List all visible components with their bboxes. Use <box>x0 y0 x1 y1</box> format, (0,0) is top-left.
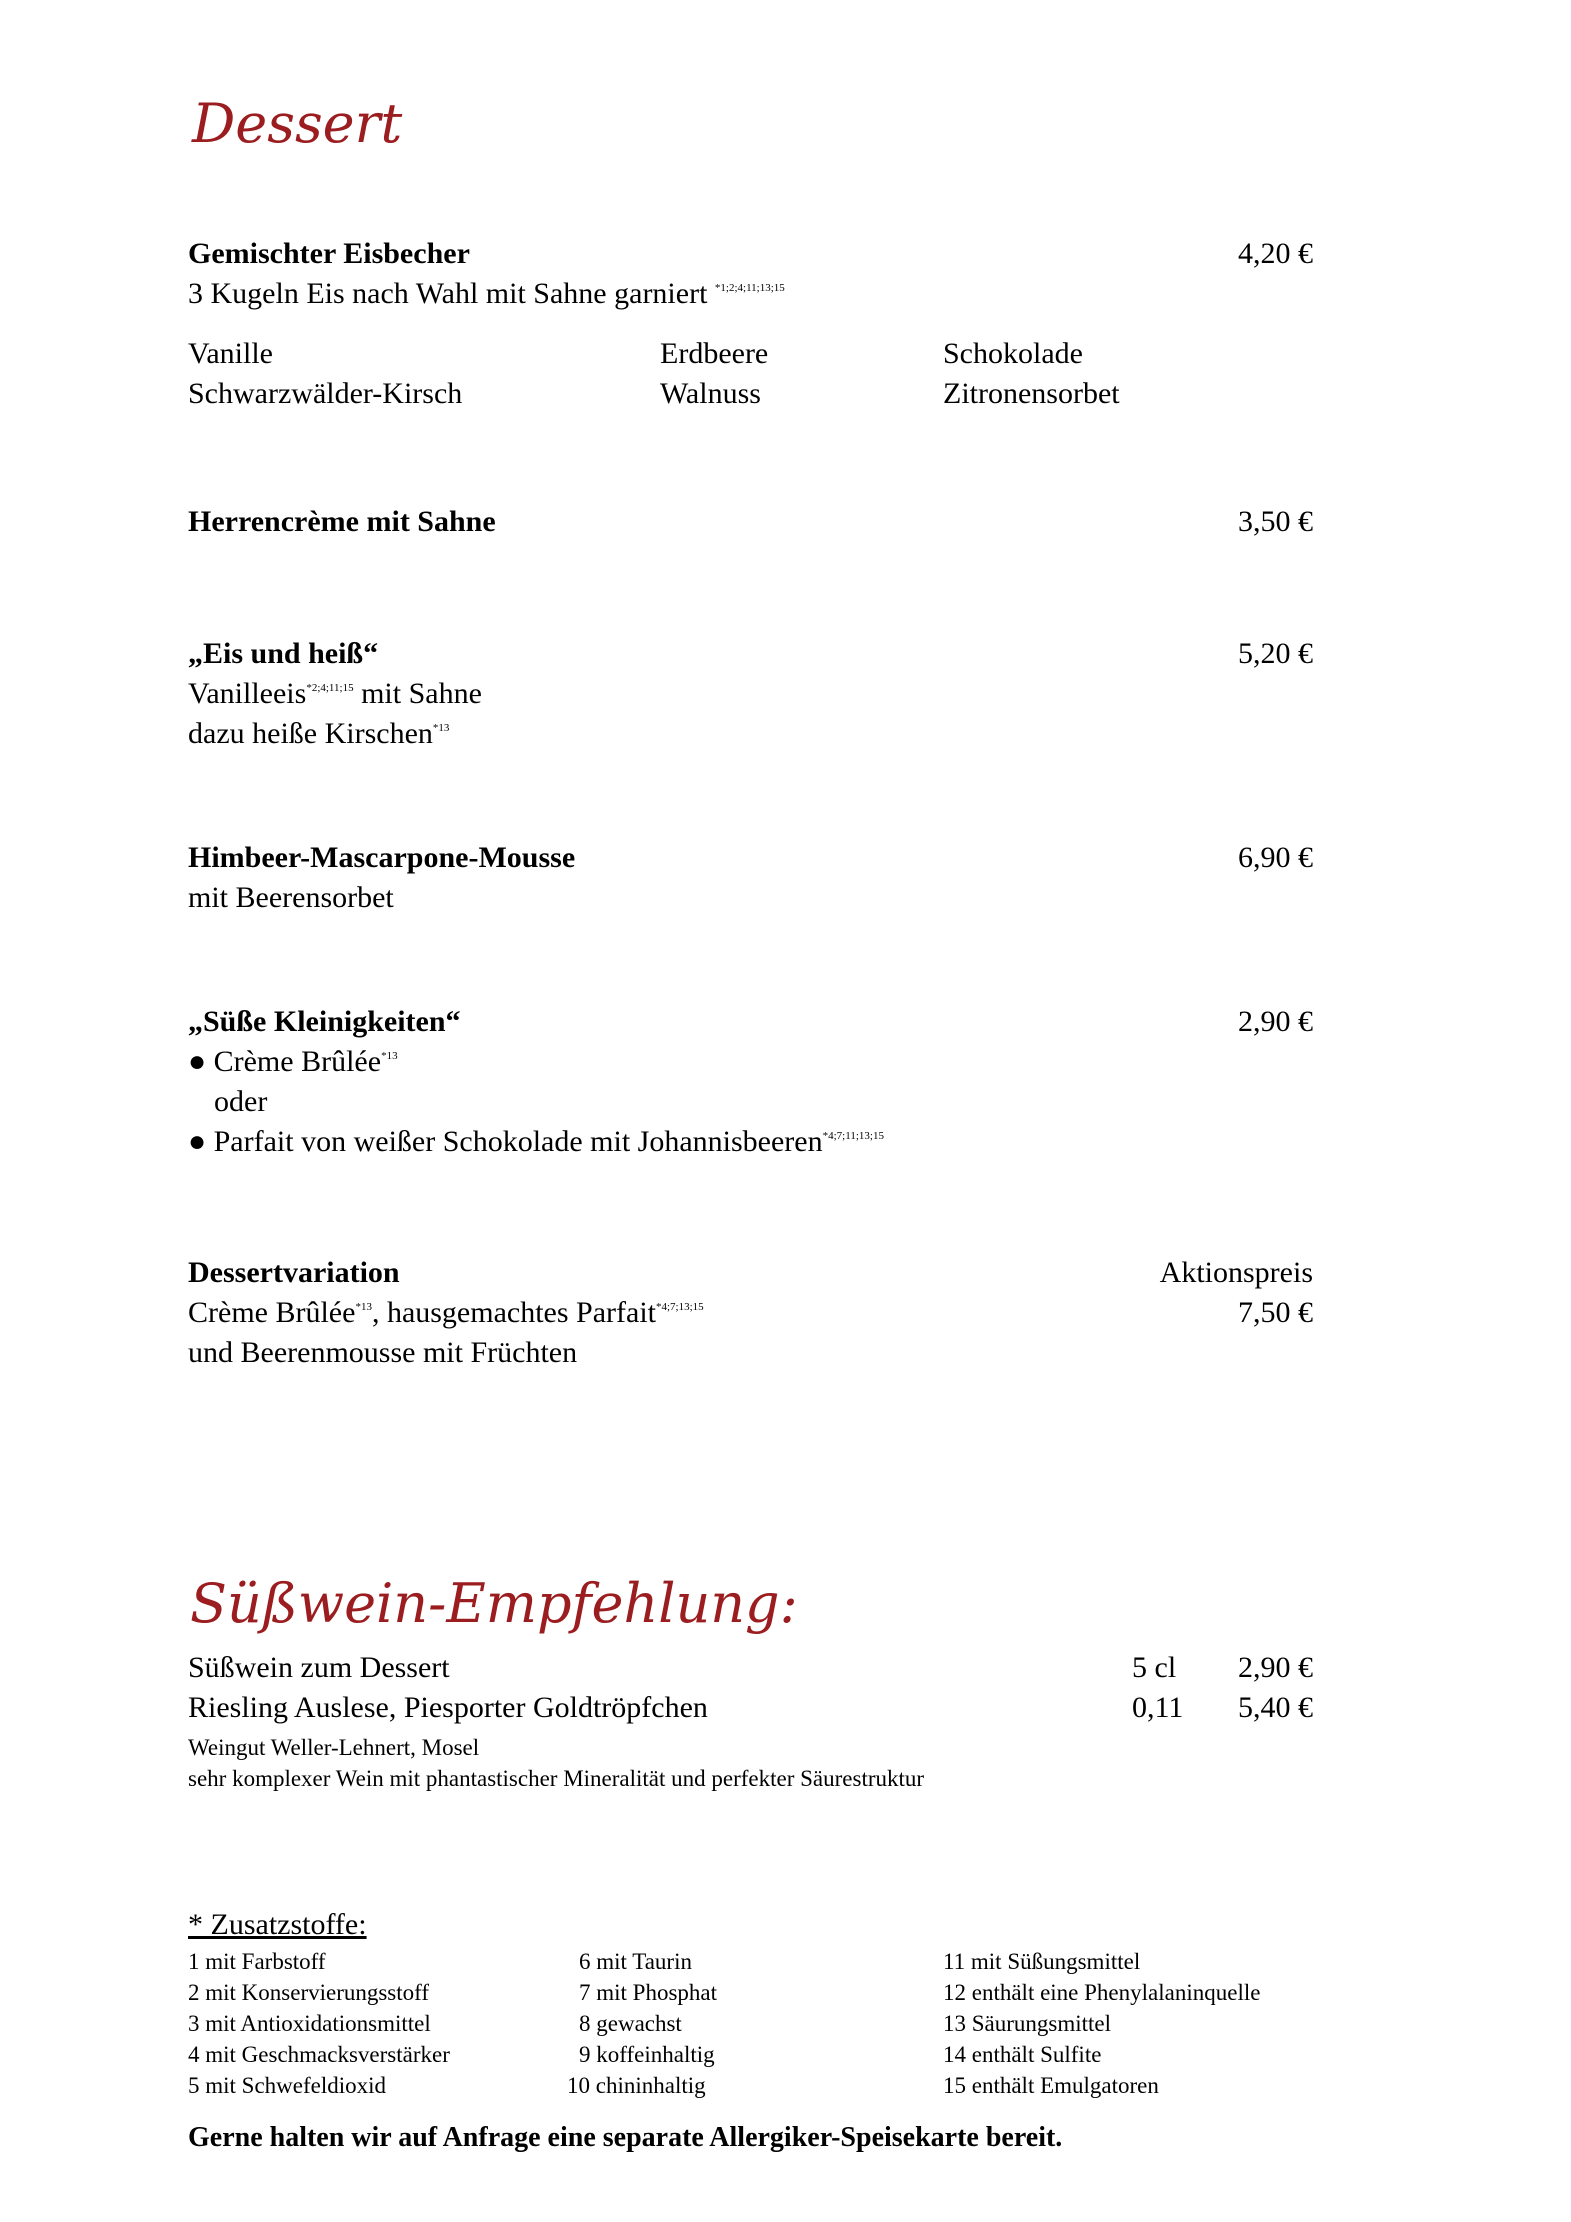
item-name-kleinigkeiten: „Süße Kleinigkeiten“ <box>188 1005 461 1038</box>
desc-text: Vanilleeis <box>188 677 307 710</box>
winery: Weingut Weller-Lehnert, Mosel <box>188 1735 480 1760</box>
wine-price: 5,40 € <box>1238 1691 1313 1724</box>
option-text: ● Crème Brûlée <box>188 1045 382 1078</box>
allergy-footer: Gerne halten wir auf Anfrage eine separate Allergiker-Speisekarte bereit. <box>188 2122 1063 2153</box>
item-desc-variation-1 <box>188 1293 704 1333</box>
additive-item: 8 gewachst <box>579 2011 682 2036</box>
item-desc-eisbecher <box>188 274 785 314</box>
item-name-variation: Dessertvariation <box>188 1256 400 1289</box>
wine-name: Süßwein zum Dessert <box>188 1651 450 1684</box>
additive-note: *2;4;11;15 <box>306 682 354 694</box>
wine-qty: 0,11 <box>1132 1691 1184 1724</box>
dessert-heading: Dessert <box>192 92 403 155</box>
desc-text: Crème Brûlée <box>188 1296 356 1329</box>
wine-price: 2,90 € <box>1238 1651 1313 1684</box>
additive-item: 9 koffeinhaltig <box>579 2042 715 2067</box>
item-name-herrencreme: Herrencrème mit Sahne <box>188 505 496 538</box>
desc-text: mit Sahne <box>353 677 482 710</box>
flavor-2: Erdbeere <box>660 337 769 370</box>
additive-item: 12 enthält eine Phenylalaninquelle <box>943 1980 1261 2005</box>
additive-note: *1;2;4;11;13;15 <box>714 282 785 294</box>
wine-note: sehr komplexer Wein mit phantastischer Mineralität und perfekter Säurestruktur <box>188 1766 925 1791</box>
flavor-4: Schwarzwälder-Kirsch <box>188 377 463 410</box>
option-oder: oder <box>214 1085 268 1118</box>
flavor-1: Vanille <box>188 337 273 370</box>
additive-note: *13 <box>355 1301 372 1313</box>
desc-text: 3 Kugeln Eis nach Wahl mit Sahne garniert <box>188 277 708 310</box>
flavor-3: Schokolade <box>943 337 1083 370</box>
item-name-eisbecher: Gemischter Eisbecher <box>188 237 470 270</box>
additive-item: 13 Säurungsmittel <box>943 2011 1112 2036</box>
additive-item: 4 mit Geschmacksverstärker <box>188 2042 450 2067</box>
additive-note: *13 <box>432 722 450 734</box>
additives-heading: * Zusatzstoffe: <box>188 1908 367 1941</box>
additive-item: 7 mit Phosphat <box>579 1980 718 2005</box>
flavor-5: Walnuss <box>660 377 761 410</box>
additive-note: *13 <box>381 1050 398 1062</box>
additive-item: 6 mit Taurin <box>579 1949 692 1974</box>
additive-item: 1 mit Farbstoff <box>188 1949 326 1974</box>
additive-item: 14 enthält Sulfite <box>943 2042 1102 2067</box>
additives-col-3 <box>943 1946 1260 2101</box>
additive-item: 2 mit Konservierungsstoff <box>188 1980 430 2005</box>
additive-note: *4;7;13;15 <box>656 1301 704 1313</box>
item-price-herrencreme: 3,50 € <box>1238 505 1313 538</box>
item-desc-eis-heiss-1 <box>188 674 482 714</box>
option-parfait <box>188 1122 884 1162</box>
wine-heading: Süßwein-Empfehlung: <box>190 1572 798 1635</box>
item-name-himbeer: Himbeer-Mascarpone-Mousse <box>188 841 576 874</box>
option-text: ● Parfait von weißer Schokolade mit Johannisbeeren <box>188 1125 823 1158</box>
additives-col-1 <box>188 1946 450 2101</box>
additive-item: 5 mit Schwefeldioxid <box>188 2073 387 2098</box>
option-creme-brulee <box>188 1042 398 1082</box>
item-desc-eis-heiss-2 <box>188 714 449 754</box>
item-name-eis-heiss: „Eis und heiß“ <box>188 637 379 670</box>
additive-note: *4;7;11;13;15 <box>822 1130 884 1142</box>
item-price-himbeer: 6,90 € <box>1238 841 1313 874</box>
wine-name: Riesling Auslese, Piesporter Goldtröpfchen <box>188 1691 708 1724</box>
desc-text: , hausgemachtes Parfait <box>371 1296 656 1329</box>
item-price-eis-heiss: 5,20 € <box>1238 637 1313 670</box>
additive-item: 10 chininhaltig <box>567 2073 706 2098</box>
item-price-variation: 7,50 € <box>1238 1296 1313 1329</box>
promo-label: Aktionspreis <box>1159 1256 1313 1289</box>
additive-item: 15 enthält Emulgatoren <box>943 2073 1159 2098</box>
wine-qty: 5 cl <box>1132 1651 1177 1684</box>
flavor-6: Zitronensorbet <box>943 377 1120 410</box>
additive-item: 3 mit Antioxidationsmittel <box>188 2011 431 2036</box>
additive-item: 11 mit Süßungsmittel <box>943 1949 1141 1974</box>
item-desc-variation-2: und Beerenmousse mit Früchten <box>188 1336 578 1369</box>
item-price-kleinigkeiten: 2,90 € <box>1238 1005 1313 1038</box>
additives-col-2 <box>567 1946 717 2101</box>
desc-text: dazu heiße Kirschen <box>188 717 433 750</box>
item-price-eisbecher: 4,20 € <box>1238 237 1313 270</box>
item-desc-himbeer: mit Beerensorbet <box>188 881 394 914</box>
